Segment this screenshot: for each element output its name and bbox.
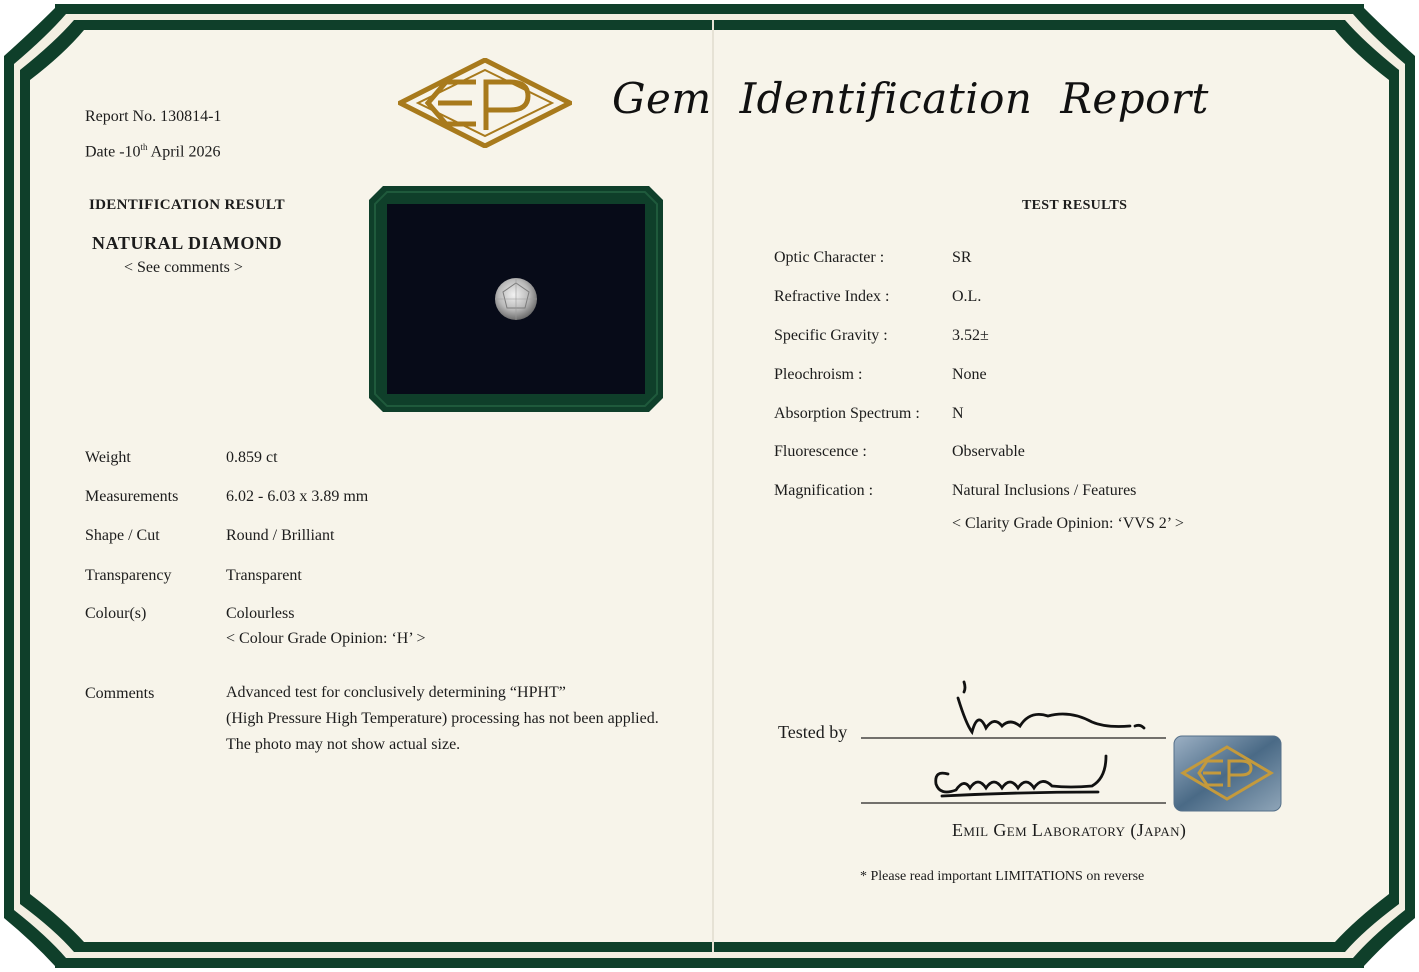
test-label-optic-character: Optic Character :: [774, 249, 885, 266]
test-value-fluorescence: Observable: [952, 443, 1025, 460]
diamond-icon: [495, 278, 537, 320]
signature-2-icon: [860, 748, 1170, 808]
report-title: Gem Identification Report: [612, 74, 1209, 123]
report-date-prefix: Date -10: [85, 143, 141, 161]
report-date-suffix: April 2026: [147, 143, 221, 161]
ep-diamond-logo-icon: [398, 58, 572, 148]
detail-label-transparency: Transparency: [85, 567, 172, 584]
signature-1-icon: [860, 680, 1170, 744]
detail-value-weight: 0.859 ct: [226, 449, 278, 466]
detail-value-measurements: 6.02 - 6.03 x 3.89 mm: [226, 488, 369, 505]
gem-photo: [369, 186, 663, 412]
test-label-fluorescence: Fluorescence :: [774, 443, 867, 460]
test-value-specific-gravity: 3.52±: [952, 327, 989, 344]
detail-value-colour: Colourless: [226, 605, 295, 622]
tested-by-label: Tested by: [778, 722, 848, 742]
test-results-heading: TEST RESULTS: [1022, 198, 1128, 213]
test-value-refractive-index: O.L.: [952, 288, 982, 305]
detail-label-measurements: Measurements: [85, 488, 179, 505]
identification-result: NATURAL DIAMOND: [92, 233, 283, 253]
test-value-absorption-spectrum: N: [952, 405, 964, 422]
limitations-note: * Please read important LIMITATIONS on reverse: [860, 869, 1145, 884]
test-label-specific-gravity: Specific Gravity :: [774, 327, 888, 344]
identification-note: < See comments >: [124, 259, 243, 276]
detail-value-shape-cut: Round / Brilliant: [226, 527, 335, 544]
detail-note-colour: < Colour Grade Opinion: ‘H’ >: [226, 630, 426, 647]
test-label-pleochroism: Pleochroism :: [774, 366, 863, 383]
detail-label-shape-cut: Shape / Cut: [85, 527, 160, 544]
report-date: [85, 142, 220, 161]
test-label-absorption-spectrum: Absorption Spectrum :: [774, 405, 920, 422]
detail-value-transparency: Transparent: [226, 567, 302, 584]
test-note-magnification: < Clarity Grade Opinion: ‘VVS 2’ >: [952, 515, 1184, 532]
identification-heading: IDENTIFICATION RESULT: [89, 197, 285, 213]
test-value-optic-character: SR: [952, 249, 972, 266]
detail-label-colour: Colour(s): [85, 605, 147, 622]
test-value-pleochroism: None: [952, 366, 987, 383]
test-value-magnification: Natural Inclusions / Features: [952, 482, 1137, 499]
test-label-refractive-index: Refractive Index :: [774, 288, 890, 305]
comments-line-2: (High Pressure High Temperature) processing has not been applied.: [226, 710, 659, 727]
hologram-seal-icon: [1173, 735, 1282, 812]
lab-name: Emil Gem Laboratory (Japan): [952, 820, 1187, 840]
detail-label-weight: Weight: [85, 449, 131, 466]
report-number: Report No. 130814-1: [85, 108, 222, 125]
test-label-magnification: Magnification :: [774, 482, 874, 499]
comments-line-1: Advanced test for conclusively determining “HPHT”: [226, 684, 566, 701]
comments-line-3: The photo may not show actual size.: [226, 736, 461, 753]
comments-label: Comments: [85, 685, 155, 702]
report-date-sup: th: [140, 142, 148, 152]
